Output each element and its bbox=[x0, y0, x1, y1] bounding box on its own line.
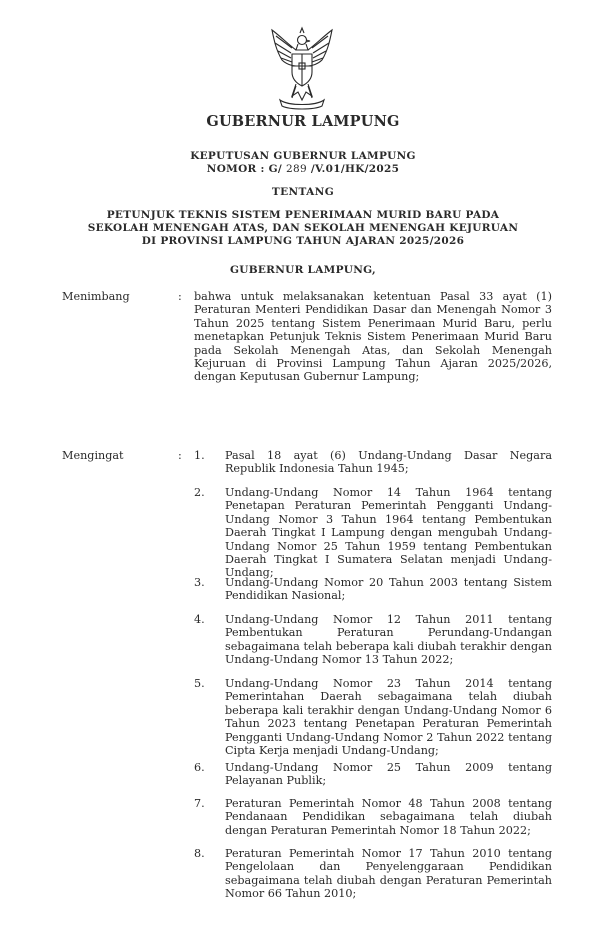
issuer-line: GUBERNUR LAMPUNG, bbox=[229, 264, 376, 276]
list-item-number: 1. bbox=[194, 449, 205, 462]
decree-number bbox=[0, 163, 606, 176]
list-item-text: Pasal 18 ayat (6) Undang-Undang Dasar Negara Republik Indonesia Tahun 1945; bbox=[225, 449, 552, 476]
list-item-number: 6. bbox=[194, 761, 205, 774]
list-item-text: Undang-Undang Nomor 25 Tahun 2009 tentang Pelayanan Publik; bbox=[225, 761, 552, 788]
list-item-number: 4. bbox=[194, 613, 205, 626]
menimbang-text: bahwa untuk melaksanakan ketentuan Pasal 33 ayat (1) Peraturan Menteri Pendidikan Dasar dan Menengah Nomor 3 Tahun 2025 tentang Sistem Penerimaan Murid Baru, perlu menetapkan Petunjuk Teknis Sistem Penerimaan Murid Baru pada Sekolah Menengah Atas, dan Sekolah Menengah Kejuruan di Provinsi Lampung Tahun Ajaran 2025/2026, dengan Keputusan Gubernur Lampung; bbox=[194, 290, 552, 384]
subject-line: SEKOLAH MENENGAH ATAS, DAN SEKOLAH MENENGAH KEJURUAN bbox=[87, 222, 519, 234]
list-item-number: 5. bbox=[194, 677, 205, 690]
mengingat-colon: : bbox=[178, 449, 182, 462]
list-item-number: 3. bbox=[194, 576, 205, 589]
list-item-text: Undang-Undang Nomor 14 Tahun 1964 tentang Penetapan Peraturan Pemerintah Pengganti Undang-Undang Nomor 3 Tahun 1964 tentang Pembentukan Daerah Tingkat I Lampung dengan mengubah Undang-Undang Nomor 25 Tahun 1959 tentang Pembentukan Daerah Tingkat I Sumatera Selatan menjadi Undang-Undang; bbox=[225, 486, 552, 580]
decree-title-block bbox=[0, 150, 606, 176]
decree-number-value: 289 bbox=[286, 163, 307, 175]
government-title: GUBERNUR LAMPUNG bbox=[206, 113, 400, 130]
decree-subject bbox=[0, 209, 606, 248]
list-item-text: Undang-Undang Nomor 12 Tahun 2011 tentang Pembentukan Peraturan Perundang-Undangan sebagaimana telah beberapa kali diubah terakhir dengan Undang-Undang Nomor 13 Tahun 2022; bbox=[225, 613, 552, 667]
subject-line: PETUNJUK TEKNIS SISTEM PENERIMAAN MURID BARU PADA bbox=[106, 209, 500, 221]
decree-number-suffix: /V.01/HK/2025 bbox=[310, 163, 400, 175]
list-item-text: Peraturan Pemerintah Nomor 17 Tahun 2010 tentang Pengelolaan dan Penyelenggaraan Pendidikan sebagaimana telah diubah dengan Peraturan Pemerintah Nomor 66 Tahun 2010; bbox=[225, 847, 552, 901]
list-item-number: 8. bbox=[194, 847, 205, 860]
menimbang-label: Menimbang bbox=[62, 290, 130, 303]
subject-line: DI PROVINSI LAMPUNG TAHUN AJARAN 2025/2026 bbox=[141, 235, 465, 247]
about-label: TENTANG bbox=[271, 186, 335, 198]
list-item-text: Undang-Undang Nomor 20 Tahun 2003 tentang Sistem Pendidikan Nasional; bbox=[225, 576, 552, 603]
list-item-number: 2. bbox=[194, 486, 205, 499]
menimbang-colon: : bbox=[178, 290, 182, 303]
decree-title: KEPUTUSAN GUBERNUR LAMPUNG bbox=[190, 150, 416, 162]
decree-number-prefix: NOMOR : G/ bbox=[206, 163, 283, 175]
garuda-emblem-icon bbox=[262, 26, 342, 110]
list-item-text: Peraturan Pemerintah Nomor 48 Tahun 2008 tentang Pendanaan Pendidikan sebagaimana telah diubah dengan Peraturan Pemerintah Nomor 18 Tahun 2022; bbox=[225, 797, 552, 837]
mengingat-label: Mengingat bbox=[62, 449, 124, 462]
list-item-text: Undang-Undang Nomor 23 Tahun 2014 tentang Pemerintahan Daerah sebagaimana telah diubah beberapa kali terakhir dengan Undang-Undang Nomor 6 Tahun 2023 tentang Penetapan Peraturan Pemerintah Pengganti Undang-Undang Nomor 2 Tahun 2022 tentang Cipta Kerja menjadi Undang-Undang; bbox=[225, 677, 552, 758]
list-item-number: 7. bbox=[194, 797, 205, 810]
